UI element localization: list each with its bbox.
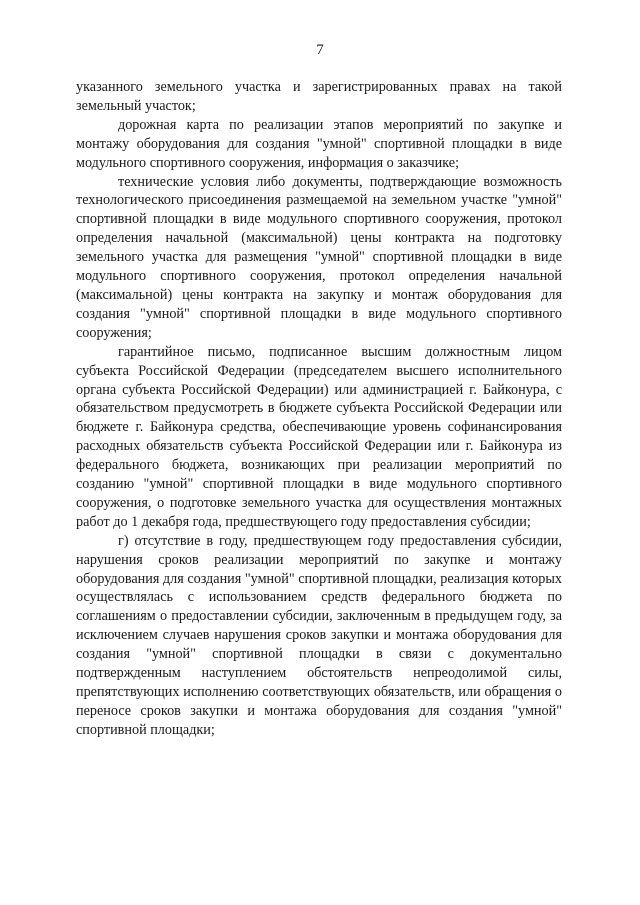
document-body: [76, 78, 562, 740]
paragraph-land-rights: указанного земельного участка и зарегистрированных правах на такой земельный участок;: [76, 79, 562, 114]
paragraph-no-violations: г) отсутствие в году, предшествующем году предоставления субсидии, нарушения сроков реализации мероприятий по закупке и монтажу оборудования для создания "умной" спортивной площадки, реализация которых осуществлялась с использованием средств федерального бюджета по соглашениям о предоставлении субсидии, заключенным в предыдущем году, за исключением случаев нарушения сроков закупки и монтажа оборудования для создания "умной" спортивной площадки в связи с документально подтвержденным наступлением обстоятельств непреодолимой силы, препятствующих исполнению соответствующих обязательств, или обращения о переносе сроков закупки и монтажа оборудования для создания "умной" спортивной площадки;: [76, 532, 562, 738]
paragraph-technical-conditions: технические условия либо документы, подтверждающие возможность технологического присоединения размещаемой на земельном участке "умной" спортивной площадки в виде модульного спортивного сооружения, протокол определения начальной (максимальной) цены контракта на подготовку земельного участка для размещения "умной" спортивной площадки в виде модульного спортивного сооружения, протокол определения начальной (максимальной) цены контракта на закупку и монтаж оборудования для создания "умной" спортивной площадки в виде модульного спортивного сооружения;: [76, 173, 562, 341]
paragraph-roadmap: дорожная карта по реализации этапов мероприятий по закупке и монтажу оборудования для создания "умной" спортивной площадки в виде модульного спортивного сооружения, информация о заказчике;: [76, 116, 562, 171]
paragraph-guarantee-letter: гарантийное письмо, подписанное высшим должностным лицом субъекта Российской Федерации (председателем высшего исполнительного органа субъекта Российской Федерации) или администрацией г. Байконура, с обязательством предусмотреть в бюджете субъекта Российской Федерации или бюджете г. Байконура средства, обеспечивающие уровень софинансирования расходных обязательств субъекта Российской Федерации или г. Байконура из федерального бюджета, возникающих при реализации мероприятий по созданию "умной" спортивной площадки в виде модульного спортивного сооружения, о подготовке земельного участка для осуществления монтажных работ до 1 декабря года, предшествующего году предоставления субсидии;: [76, 343, 562, 530]
page-number: 7: [316, 42, 324, 58]
